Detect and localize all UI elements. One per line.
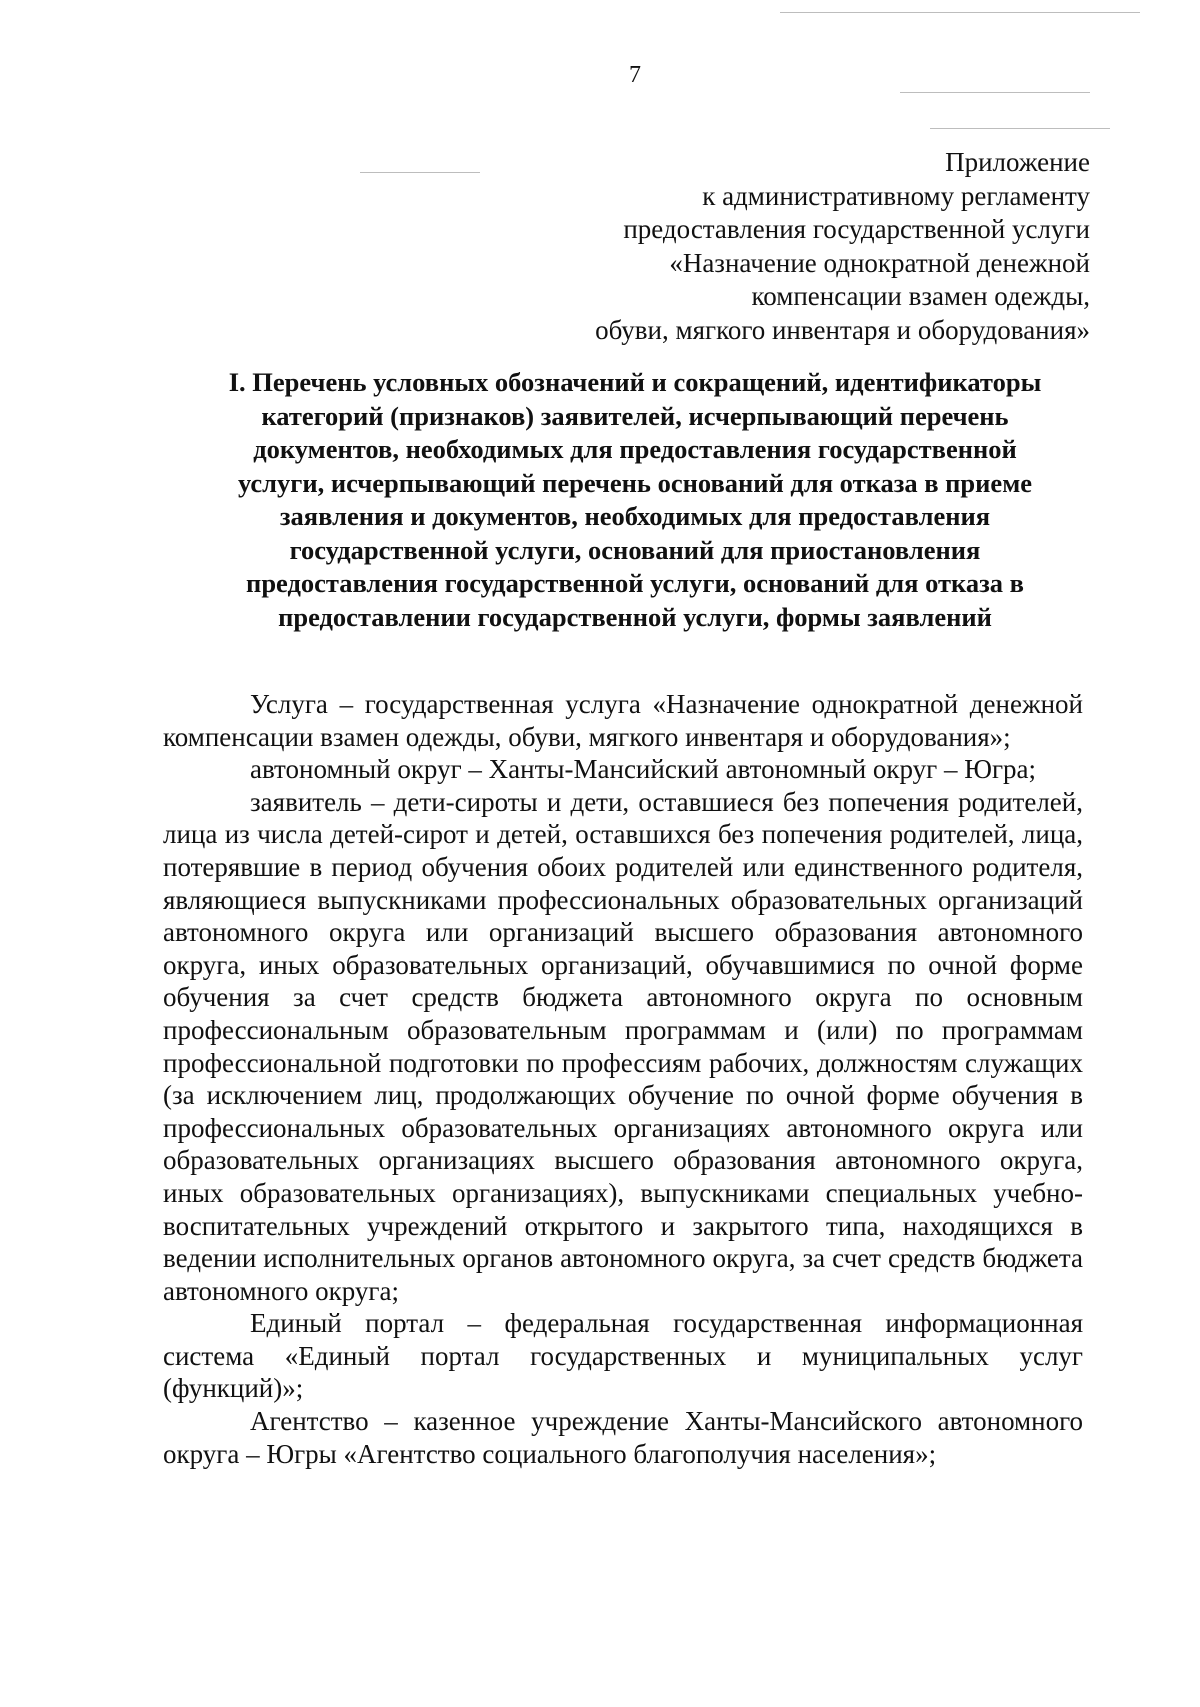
scan-artifact bbox=[360, 172, 480, 173]
page-number: 7 bbox=[629, 62, 641, 88]
appendix-line: обуви, мягкого инвентаря и оборудования» bbox=[595, 314, 1090, 345]
appendix-line: «Назначение однократной денежной bbox=[669, 247, 1090, 278]
heading-line: государственной услуги, оснований для приостановления bbox=[289, 534, 981, 565]
definition-zayavitel: заявитель – дети-сироты и дети, оставшиеся без попечения родителей, лица из числа детей-сирот и детей, оставшихся без попечения родителей, лица, потерявшие в период обучения обоих родителей или единственного родителя, являющиеся выпускниками профессиональных образовательных организаций автономного округа или организаций высшего образования автономного округа, иных образовательных организаций, обучавшимися по очной форме обучения за счет средств бюджета автономного округа по основным профессиональным образовательным программам и (или) по программам профессиональной подготовки по профессиям рабочих, должностям служащих (за исключением лиц, продолжающих обучение по очной форме обучения в профессиональных образовательных организациях автономного округа или образовательных организациях высшего образования автономного округа, иных образовательных организациях), выпускниками специальных учебно-воспитательных учреждений открытого и закрытого типа, находящихся в ведении исполнительных органов автономного округа, за счет средств бюджета автономного округа; bbox=[163, 786, 1083, 1306]
heading-line: предоставления государственной услуги, оснований для отказа в bbox=[246, 568, 1024, 598]
definition-avtonomny-okrug: автономный округ – Ханты-Мансийский автономный округ – Югра; bbox=[250, 754, 1037, 785]
body-text bbox=[163, 688, 1083, 1470]
scan-artifact bbox=[930, 128, 1110, 129]
definition-usluga: Услуга – государственная услуга «Назначение однократной денежной компенсации взамен одежды, обуви, мягкого инвентаря и оборудования»; bbox=[163, 689, 1083, 752]
heading-line: предоставлении государственной услуги, формы заявлений bbox=[278, 601, 992, 632]
scan-artifact bbox=[780, 12, 1140, 13]
heading-line: документов, необходимых для предоставления государственной bbox=[253, 434, 1017, 464]
heading-line: I. Перечень условных обозначений и сокращений, идентификаторы bbox=[228, 367, 1042, 397]
heading-line: заявления и документов, необходимых для предоставления bbox=[279, 501, 991, 531]
appendix-block bbox=[470, 146, 1090, 347]
heading-line: услуги, исчерпывающий перечень оснований для отказа в приеме bbox=[237, 467, 1033, 498]
appendix-line: предоставления государственной услуги bbox=[623, 214, 1090, 244]
heading-line: категорий (признаков) заявителей, исчерпывающий перечень bbox=[261, 400, 1009, 431]
definition-edinyi-portal: Единый портал – федеральная государственная информационная система «Единый портал государственных и муниципальных услуг (функций)»; bbox=[163, 1308, 1083, 1404]
scan-artifact bbox=[900, 92, 1090, 93]
section-heading bbox=[160, 366, 1110, 634]
appendix-line: к административному регламенту bbox=[702, 180, 1090, 211]
appendix-line: Приложение bbox=[945, 147, 1090, 177]
definition-agentstvo: Агентство – казенное учреждение Ханты-Мансийского автономного округа – Югры «Агентство социального благополучия населения»; bbox=[163, 1406, 1083, 1469]
appendix-line: компенсации взамен одежды, bbox=[751, 281, 1090, 311]
